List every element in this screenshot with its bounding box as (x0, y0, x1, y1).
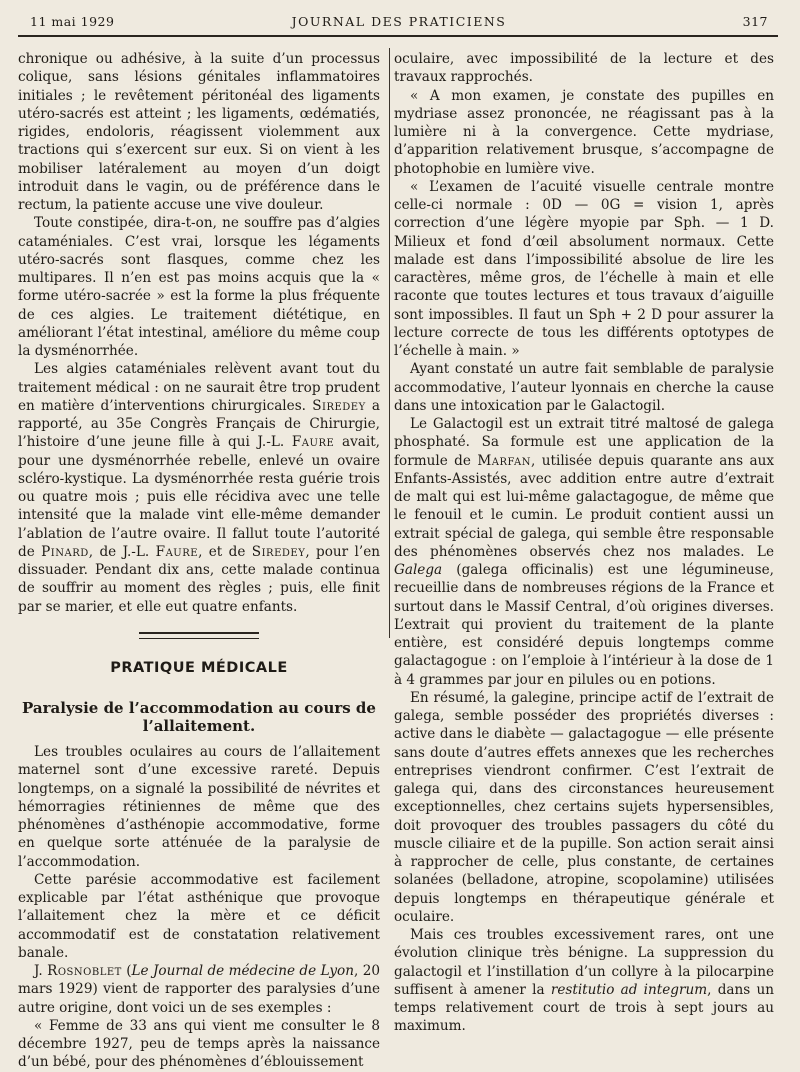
text-run: , 20 mars 1929) vient de rapporter des paralysies d’une autre origine, dont voici un de ses exemples : (18, 963, 380, 1016)
page-number: 317 (742, 14, 768, 29)
section-divider (139, 632, 259, 639)
paragraph: « L’examen de l’acuité visuelle centrale montre celle-ci normale : 0D — 0G = vision 1, après correction d’une légère myopie par Sph. — 1 D. Milieux et fond d’œil absolument normaux. Cette malade est dans l’impossibilité absolue de lire les caractères, même gros, de l’échelle à main et elle raconte que toutes lectures et tous travaux d’aiguille sont impossibles. Il faut un Sph + 2 D pour assurer la lecture correcte de tous les différents optotypes de l’échelle à main. » (394, 178, 774, 359)
text-run: Le Galactogil est un extrait titré maltosé de galega phosphaté. Sa formule est une application de la formule de (394, 416, 774, 469)
paragraph: « Femme de 33 ans qui vient me consulter le 8 décembre 1927, peu de temps après la naissance d’un bébé, pour des phénomènes d’éblouissement (18, 1017, 380, 1071)
paragraph: Ayant constaté un autre fait semblable de paralysie accommodative, l’auteur lyonnais en cherche la cause dans une intoxication par le Galactogil. (394, 361, 774, 414)
header-rule (18, 35, 778, 37)
text-run: avait, pour une dysménorrhée rebelle, enlevé un ovaire scléro-kystique. La dysménorrhée resta guérie trois ou quatre mois ; puis elle récidiva avec une telle intensité que la malade vint elle-même demander l’ablation de l’autre ovaire. Il fallut toute l’autorité de (18, 434, 381, 560)
paragraph: « A mon examen, je constate des pupilles en mydriase assez prononcée, ne réagissant pas à la lumière ni à la convergence. Cette mydriase, d’apparition relativement brusque, s’accompagne de photophobie en lumière vive. (394, 87, 774, 177)
paragraph (394, 415, 774, 689)
text-run: a rapporté, au 35e Congrès Français de Chirurgie, l’histoire d’une jeune fille à qui J.-L. (18, 397, 380, 451)
text-run: , dans un temps relativement court de trois à sept jours au maximum. (394, 981, 774, 1035)
text-run: J. (34, 963, 48, 979)
right-column (394, 50, 774, 1036)
paragraph: Toute constipée, dira-t-on, ne souffre pas d’algies cataméniales. C’est vrai, lorsque les légaments utéro-sacrés sont flasques, comme chez les multipares. Il n’en est pas moins acquis que la « forme utéro-sacrée » est la forme la plus fréquente de ces algies. Le traitement diététique, en améliorant l’état intestinal, améliore du même coup la dysménorrhée. (18, 215, 380, 359)
author-name: Rosnoblet (47, 963, 122, 979)
text-run: Les algies cataméniales relèvent avant tout du traitement médical : on ne saurait être trop prudent en matière d’interventions chirurgicales. (18, 361, 380, 414)
latin-phrase: restitutio ad integrum (550, 981, 708, 998)
paragraph: chronique ou adhésive, à la suite d’un processus colique, sans lésions génitales inflammatoires initiales ; le revêtement péritonéal des ligaments utéro-sacrés est atteint ; les ligaments, œdématiés, rigides, endoloris, réagissent violemment aux tractions qui s’exercent sur eux. Si on vient à les mobiliser latéralement au moyen d’un doigt introduit dans le vagin, ou de préférence dans le rectum, la patiente accuse une vive douleur. (18, 51, 380, 213)
paragraph (18, 962, 380, 1017)
paragraph: En résumé, la galegine, principe actif de l’extrait de galega, semble posséder des propriétés diverses : active dans le diabète — galactagogue — elle présente sans doute d’autres effets annexes que les recherches entreprises viendront confirmer. C’est l’extrait de galega qui, dans des circonstances heureusement exceptionnelles, chez certains sujets hypersensibles, doit provoquer des troubles passagers du côté du muscle ciliaire et de la pupille. Son action serait ainsi à rapprocher de celle, plus constante, de certaines solanées (belladone, atropine, scopolamine) utilisées depuis longtemps en thérapeutique générale et oculaire. (394, 689, 774, 925)
page-header (30, 14, 768, 36)
text-run: (galega officinalis) est une légumineuse, recueillie dans de nombreuses régions de la France et surtout dans le Massif Central, d’où origines diverses. L’extrait qui provient du traitement de la plante entière, est considéré depuis longtemps comme galactagogue : on l’emploie à l’intérieur à la dose de 1 à 4 grammes par jour en pilules ou en potions. (394, 562, 774, 688)
journal-title: JOURNAL DES PRATICIENS (291, 14, 507, 29)
author-name: Faure (155, 543, 199, 560)
text-run: , pour l’en dissuader. Pendant dix ans, cette malade continua de souffrir au moment des règles ; puis, elle finit par se marier, et elle eut quatre enfants. (18, 543, 381, 615)
text-run: , et de (198, 543, 252, 560)
section-title: PRATIQUE MÉDICALE (110, 659, 288, 676)
text-run: , utilisée depuis quarante ans aux Enfants-Assistés, avec addition entre autre d’extrait de malt qui est lui-même galactagogue, de même que le fenouil et le cumin. Le produit contient aussi un extrait spécial de galega, qui semble être responsable des phénomènes observés chez nos malades. Le (394, 452, 775, 560)
text-run: , de J.-L. (88, 543, 156, 560)
paragraph: Les troubles oculaires au cours de l’allaitement maternel sont d’une excessive rareté. Depuis longtemps, on a signalé la possibilité de névrites et hémorragies rétiniennes de même que des phénomènes d’asthénopie accommodative, forme en quelque sorte atténuée de la paralysie de l’accommodation. (18, 744, 380, 870)
author-name: Siredey (312, 397, 366, 414)
author-name: Marfan (477, 452, 532, 469)
author-name: Pinard (41, 543, 89, 560)
journal-citation: Le Journal de médecine de Lyon (131, 963, 354, 979)
paragraph (18, 360, 380, 616)
author-name: Siredey (251, 543, 306, 560)
author-name: Faure (291, 434, 335, 451)
plant-name: Galega (394, 562, 443, 578)
paragraph: Cette parésie accommodative est facilement explicable par l’état asthénique que provoque l’allaitement chez la mère et ce déficit accommodatif est de constatation relativement banale. (18, 871, 380, 961)
article-title: Paralysie de l’accommodation au cours de l’allaitement. (22, 699, 376, 735)
paragraph (394, 926, 774, 1036)
paragraph: oculaire, avec impossibilité de la lecture et des travaux rapprochés. (394, 51, 774, 86)
issue-date: 11 mai 1929 (30, 14, 115, 29)
text-run: ( (121, 963, 132, 979)
column-rule (389, 48, 390, 638)
text-run: Mais ces troubles excessivement rares, ont une évolution clinique très bénigne. La suppression du galactogil et l’instillation d’un collyre à la pilocarpine suffisent à amener la (394, 927, 774, 998)
left-column (18, 50, 380, 1072)
